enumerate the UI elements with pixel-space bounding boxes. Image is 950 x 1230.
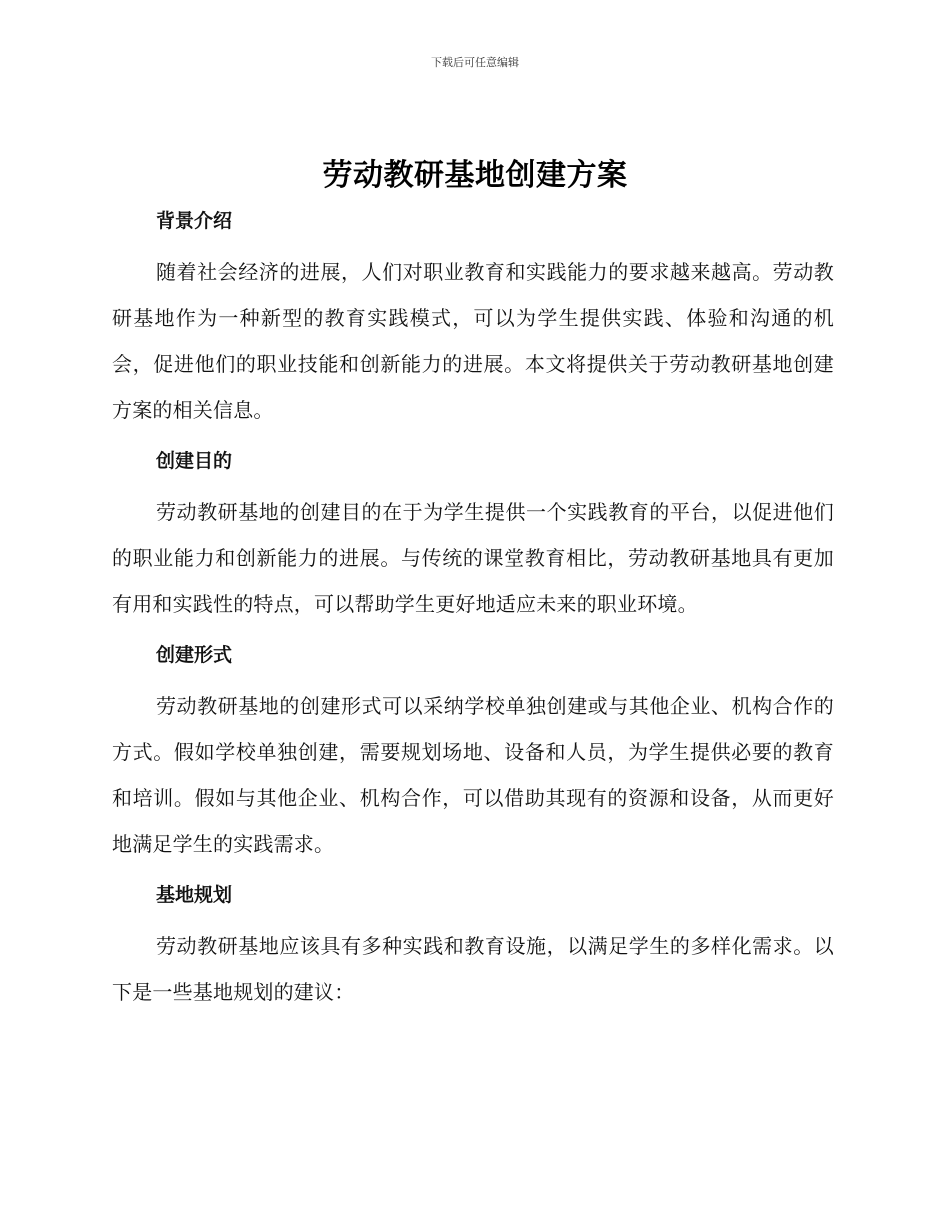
section-heading: 基地规划 — [156, 884, 233, 906]
section-paragraph: 劳动教研基地应该具有多种实践和教育设施，以满足学生的多样化需求。以下是一些基地规划的建议： — [112, 934, 834, 1004]
section-form — [112, 637, 834, 877]
document-body — [112, 203, 834, 1015]
section-paragraph: 随着社会经济的进展，人们对职业教育和实践能力的要求越来越高。劳动教研基地作为一种新型的教育实践模式，可以为学生提供实践、体验和沟通的机会，促进他们的职业技能和创新能力的进展。本文将提供关于劳动教研基地创建方案的相关信息。 — [112, 260, 834, 422]
section-planning — [112, 877, 834, 1015]
section-paragraph: 劳动教研基地的创建形式可以采纳学校单独创建或与其他企业、机构合作的方式。假如学校单独创建，需要规划场地、设备和人员，为学生提供必要的教育和培训。假如与其他企业、机构合作，可以借助其现有的资源和设备，从而更好地满足学生的实践需求。 — [112, 694, 834, 856]
section-paragraph: 劳动教研基地的创建目的在于为学生提供一个实践教育的平台，以促进他们的职业能力和创新能力的进展。与传统的课堂教育相比，劳动教研基地具有更加有用和实践性的特点，可以帮助学生更好地适应未来的职业环境。 — [112, 500, 834, 616]
document-title: 劳动教研基地创建方案 — [322, 158, 628, 193]
section-heading: 创建形式 — [156, 644, 233, 666]
section-purpose — [112, 443, 834, 637]
header-note: 下载后可任意编辑 — [431, 56, 519, 69]
section-background — [112, 203, 834, 443]
section-heading: 创建目的 — [156, 450, 233, 472]
section-heading: 背景介绍 — [156, 210, 233, 232]
